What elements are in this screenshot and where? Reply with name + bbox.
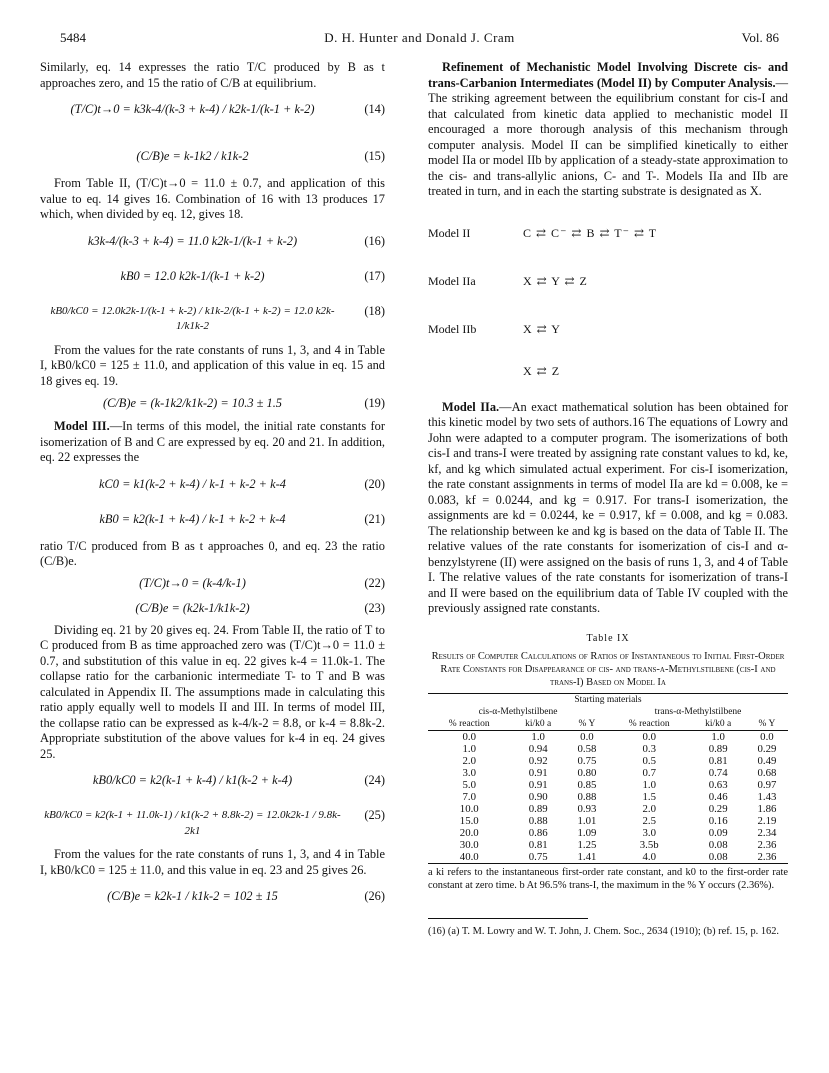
table-cell: 0.85 xyxy=(577,779,597,791)
paragraph xyxy=(428,400,788,617)
equation-21 xyxy=(40,504,385,536)
table-row xyxy=(428,755,788,767)
model-scheme: X ⇄ Y xyxy=(523,321,561,336)
equation-number: (24) xyxy=(364,773,385,787)
table-cell: 1.01 xyxy=(577,815,597,827)
table-cell: 40.0 xyxy=(428,851,511,864)
equation-text: (T/C)t→0 = (k-4/k-1) xyxy=(139,575,246,590)
equation-number: (18) xyxy=(364,303,385,318)
equation-number: (14) xyxy=(364,102,385,116)
page-header xyxy=(60,30,779,48)
table-cell: 0.0 xyxy=(642,731,656,743)
table-cell: 0.3 xyxy=(642,743,656,755)
model-iib-row-2 xyxy=(428,350,788,390)
table-cell: 4.0 xyxy=(608,851,691,864)
table-cell: 1.0 xyxy=(711,731,725,743)
table-cell: 2.34 xyxy=(757,827,777,839)
equation-25 xyxy=(40,800,385,844)
table-cell: 1.0 xyxy=(462,743,476,755)
equation-text: (C/B)e = (k2k-1/k1k-2) xyxy=(135,600,250,615)
paragraph: From Table II, (T/C)t→0 = 11.0 ± 0.7, and application of this value to eq. 14 gives 16. Combination of 16 with 13 produces 17 which, when divided by eq. 12, gives 18. xyxy=(40,176,385,221)
table-row xyxy=(428,779,788,791)
table-footnote: a ki refers to the instantaneous first-order rate constant, and k0 to the first-order rate constant at zero time. b At 96.5% trans-I, the maximum in the % Y occurs (2.36%). xyxy=(428,867,788,891)
table-cell: 30.0 xyxy=(459,839,479,851)
table-cell: 0.86 xyxy=(528,827,548,839)
paragraph: Similarly, eq. 14 expresses the ratio T/C produced by B as t approaches zero, and 15 the ratio of C/B at equilibrium. xyxy=(40,60,385,90)
table-cell: 1.41 xyxy=(566,851,608,864)
table-cell: 0.0 xyxy=(462,731,476,743)
volume-label: Vol. 86 xyxy=(741,30,779,45)
table-column-header: % Y xyxy=(746,718,788,731)
model-scheme: X ⇄ Y ⇄ Z xyxy=(523,273,588,288)
footnote-rule xyxy=(428,918,588,923)
table-cell: 0.0 xyxy=(760,731,774,743)
table-cell: 1.0 xyxy=(642,779,656,791)
equation-text: kC0 = k1(k-2 + k-4) / k-1 + k-2 + k-4 xyxy=(99,476,286,491)
table-cell: 0.80 xyxy=(577,767,597,779)
equation-number: (21) xyxy=(364,511,385,526)
paragraph-text: —In terms of this model, the initial rate constants for isomerization of B and C are expressed by eq. 20 and 21. In addition, eq. 22 expresses the xyxy=(40,419,385,464)
reference-16: (16) (a) T. M. Lowry and W. T. John, J. Chem. Soc., 2634 (1910); (b) ref. 15, p. 162. xyxy=(428,926,780,937)
equation-18 xyxy=(40,296,385,340)
equation-text: kB0 = k2(k-1 + k-4) / k-1 + k-2 + k-4 xyxy=(99,511,286,526)
table-cell: 0.88 xyxy=(528,815,548,827)
model-ii-row xyxy=(428,212,788,252)
equation-text: kB0/kC0 = k2(k-1 + 11.0k-1) / k1(k-2 + 8.8k-2) = 12.0k2k-1 / 9.8k-2k1 xyxy=(44,809,341,837)
table-cell: 2.36 xyxy=(757,839,777,851)
table-subheader-cis: cis-α-Methylstilbene xyxy=(478,707,558,717)
section-title: Model III. xyxy=(54,419,110,433)
left-column xyxy=(40,60,385,916)
table-row xyxy=(428,743,788,755)
table-cell: 0.81 xyxy=(528,839,548,851)
table-cell: 0.94 xyxy=(528,743,548,755)
equation-number: (16) xyxy=(364,233,385,248)
equation-text: (C/B)e = (k-1k2/k1k-2) = 10.3 ± 1.5 xyxy=(102,396,283,410)
table-group-header: Starting materials xyxy=(428,694,788,707)
equation-number: (19) xyxy=(364,396,385,410)
table-cell: 3.0 xyxy=(462,767,476,779)
equation-26 xyxy=(40,881,385,913)
equation-16 xyxy=(40,226,385,258)
table-cell: 0.29 xyxy=(708,803,728,815)
paragraph: Dividing eq. 21 by 20 gives eq. 24. From Table II, the ratio of T to C produced from B as time approached zero was (T/C)t→0 = 11.0 ± 0.7, and substitution of this value in eq. 22 gives k-4 = 11.0k-1. The collapse ratio for the carbanionic intermediate T- to T and B was calculated in Appendix II. The assumptions made in calculating this ratio apply equally well to models II and III. In terms of model III, the collapse ratio can be expressed as k-4/k-2 = 8.8, or k-4 = 8.8k-2. Appropriate substitution of the above values for k-4 in eq. 24 gives 25. xyxy=(40,622,385,761)
model-iib-row xyxy=(428,308,788,348)
table-cell: 0.68 xyxy=(757,767,777,779)
table-row xyxy=(428,839,788,851)
model-scheme: C ⇄ C⁻ ⇄ B ⇄ T⁻ ⇄ T xyxy=(523,225,658,240)
equation-text: (C/B)e = k2k-1 / k1k-2 = 102 ± 15 xyxy=(107,889,278,903)
table-cell: 0.89 xyxy=(528,803,548,815)
table-cell: 1.25 xyxy=(577,839,597,851)
table-row xyxy=(428,827,788,839)
table-cell: 0.90 xyxy=(528,791,548,803)
table-cell: 0.58 xyxy=(577,743,597,755)
table-caption: Results of Computer Calculations of Ratios of Instantaneous to Initial First-Order Rate Constants for Disappearance of cis- and trans-α-Methylstilbene (cis-I and trans-I) Based on Model Ia xyxy=(431,651,785,688)
table-cell: 0.49 xyxy=(757,755,777,767)
table-cell: 0.91 xyxy=(528,779,548,791)
table-cell: 3.0 xyxy=(642,827,656,839)
model-label: Model II xyxy=(428,225,471,240)
equation-text: kB0/kC0 = k2(k-1 + k-4) / k1(k-2 + k-4) xyxy=(92,773,293,787)
equation-text: (C/B)e = k-1k2 / k1k-2 xyxy=(136,149,249,163)
table-cell: 2.19 xyxy=(757,815,777,827)
model-label: Model IIa xyxy=(428,273,476,288)
paragraph: From the values for the rate constants of runs 1, 3, and 4 in Table I, kB0/kC0 = 125 ± 11.0, and this value in eq. 23 and 25 gives 26. xyxy=(40,847,385,877)
equation-number: (23) xyxy=(364,600,385,615)
right-column xyxy=(428,60,788,939)
model-label: Model IIb xyxy=(428,321,477,336)
paragraph: ratio T/C produced from B as t approaches 0, and eq. 23 the ratio (C/B)e. xyxy=(40,538,385,568)
table-cell: 1.5 xyxy=(642,791,656,803)
table-title: Table IX xyxy=(586,632,630,644)
results-table xyxy=(428,693,788,864)
equation-number: (26) xyxy=(364,889,385,903)
equation-20 xyxy=(40,469,385,501)
equation-number: (20) xyxy=(364,476,385,491)
equation-24 xyxy=(40,765,385,797)
equation-text: kB0/kC0 = 12.0k2k-1/(k-1 + k-2) / k1k-2/(k-1 + k-2) = 12.0 k2k-1/k1k-2 xyxy=(50,304,335,332)
equation-15 xyxy=(40,141,385,173)
table-subheader-trans: trans-α-Methylstilbene xyxy=(654,707,742,717)
table-cell: 0.46 xyxy=(708,791,728,803)
equation-17 xyxy=(40,261,385,293)
table-cell: 0.75 xyxy=(511,851,566,864)
table-cell: 0.91 xyxy=(528,767,548,779)
table-cell: 0.74 xyxy=(708,767,728,779)
table-cell: 0.89 xyxy=(708,743,728,755)
model-iia-row xyxy=(428,260,788,300)
equation-text: kB0 = 12.0 k2k-1/(k-1 + k-2) xyxy=(120,268,265,283)
table-cell: 0.7 xyxy=(642,767,656,779)
table-cell: 0.63 xyxy=(708,779,728,791)
table-cell: 1.43 xyxy=(757,791,777,803)
table-cell: 2.0 xyxy=(642,803,656,815)
table-column-header: ki/k0 a xyxy=(511,718,566,731)
equation-14 xyxy=(40,94,385,138)
table-cell: 0.92 xyxy=(528,755,548,767)
table-row xyxy=(428,851,788,864)
kinetic-models-diagram xyxy=(428,200,788,400)
table-row xyxy=(428,791,788,803)
equation-number: (15) xyxy=(364,149,385,163)
table-cell: 0.97 xyxy=(757,779,777,791)
equation-23 xyxy=(40,598,385,620)
table-cell: 0.29 xyxy=(757,743,777,755)
table-cell: 0.81 xyxy=(708,755,728,767)
table-cell: 0.08 xyxy=(708,839,728,851)
equation-number: (17) xyxy=(364,268,385,283)
equation-text: (T/C)t→0 = k3k-4/(k-3 + k-4) / k2k-1/(k-1 + k-2) xyxy=(70,102,315,116)
equation-text: k3k-4/(k-3 + k-4) = 11.0 k2k-1/(k-1 + k-2) xyxy=(87,233,298,248)
table-row xyxy=(428,815,788,827)
table-cell: 1.0 xyxy=(531,731,545,743)
table-cell: 0.75 xyxy=(577,755,597,767)
table-cell: 1.86 xyxy=(757,803,777,815)
table-cell: 0.0 xyxy=(580,731,594,743)
table-cell: 0.93 xyxy=(577,803,597,815)
page-number: 5484 xyxy=(60,30,86,45)
table-cell: 15.0 xyxy=(459,815,479,827)
table-cell: 10.0 xyxy=(459,803,479,815)
paragraph xyxy=(40,419,385,466)
table-cell: 2.0 xyxy=(462,755,476,767)
table-cell: 2.36 xyxy=(746,851,788,864)
table-cell: 0.16 xyxy=(708,815,728,827)
equation-22 xyxy=(40,573,385,595)
table-cell: 3.5b xyxy=(639,839,659,851)
table-cell: 5.0 xyxy=(462,779,476,791)
running-head: D. H. Hunter and Donald J. Cram xyxy=(324,30,515,45)
equation-number: (22) xyxy=(364,575,385,590)
table-cell: 7.0 xyxy=(462,791,476,803)
table-cell: 0.88 xyxy=(577,791,597,803)
table-cell: 0.08 xyxy=(690,851,745,864)
table-cell: 2.5 xyxy=(642,815,656,827)
equation-number: (25) xyxy=(364,808,385,822)
paragraph-text: —The striking agreement between the equilibrium constant for cis-I and that calculated from kinetic data applied to mechanistic model II encouraged a more thorough analysis of this mechanism through computer analysis. Model II can be simplified kinetically to either model IIa or model IIb by application of a steady-state approximation to the cis- and trans-allylic anions, C- and T-. Models IIa and IIb are treated in turn, and in each the starting substrate is designated as X. xyxy=(428,75,788,198)
table-cell: 0.5 xyxy=(642,755,656,767)
table-body xyxy=(428,731,788,864)
paragraph-text: —An exact mathematical solution has been obtained for this kinetic model by two sets of authors.16 The equations of Lowry and John were adapted to a computer program. The isomerizations of both cis-I and trans-I were treated by assigning rate constant values to kd, ke, kf, and kg which simulated actual experiment. For cis-I isomerization, the rate constant assignments in terms of model IIa are kd = 0.008, ke = 0.083, kf = 0.0244, and kg = 0.917. For trans-I isomerization, the assignments are kd = 0.0244, ke = 0.917, kf = 0.008, and kg = 0.083. The relationship between ke and kg is based on the data of Table II. The relative values of the rate constants for isomerization of cis-I and α-benzylstyrene (II) were assigned on the basis of runs 1, 3, and 4 of Table I. The relative values of the rate constants for isomerization of trans-I and II were based on the equilibrium data of Table IV coupled with the previously assigned rate constants. xyxy=(428,399,789,615)
table-column-header: % reaction xyxy=(608,718,691,731)
table-header-row xyxy=(428,718,788,731)
table-row xyxy=(428,803,788,815)
table-column-header: % Y xyxy=(566,718,608,731)
section-title: Model IIa. xyxy=(442,399,500,414)
paragraph xyxy=(428,60,788,200)
section-title: Refinement of Mechanistic Model Involving Discrete cis- and trans-Carbanion Intermediates (Model II) by Computer Analysis. xyxy=(428,60,788,90)
table-cell: 0.09 xyxy=(708,827,728,839)
table-row xyxy=(428,731,788,744)
table-column-header: % reaction xyxy=(428,718,511,731)
table-column-header: ki/k0 a xyxy=(690,718,745,731)
paragraph: From the values for the rate constants of runs 1, 3, and 4 in Table I, kB0/kC0 = 125 ± 11.0, and application of this value in eq. 15 and 18 gives eq. 19. xyxy=(40,342,385,388)
table-cell: 1.09 xyxy=(577,827,597,839)
equation-19 xyxy=(40,392,385,416)
table-cell: 20.0 xyxy=(459,827,479,839)
table-row xyxy=(428,767,788,779)
model-scheme: X ⇄ Z xyxy=(523,363,561,378)
